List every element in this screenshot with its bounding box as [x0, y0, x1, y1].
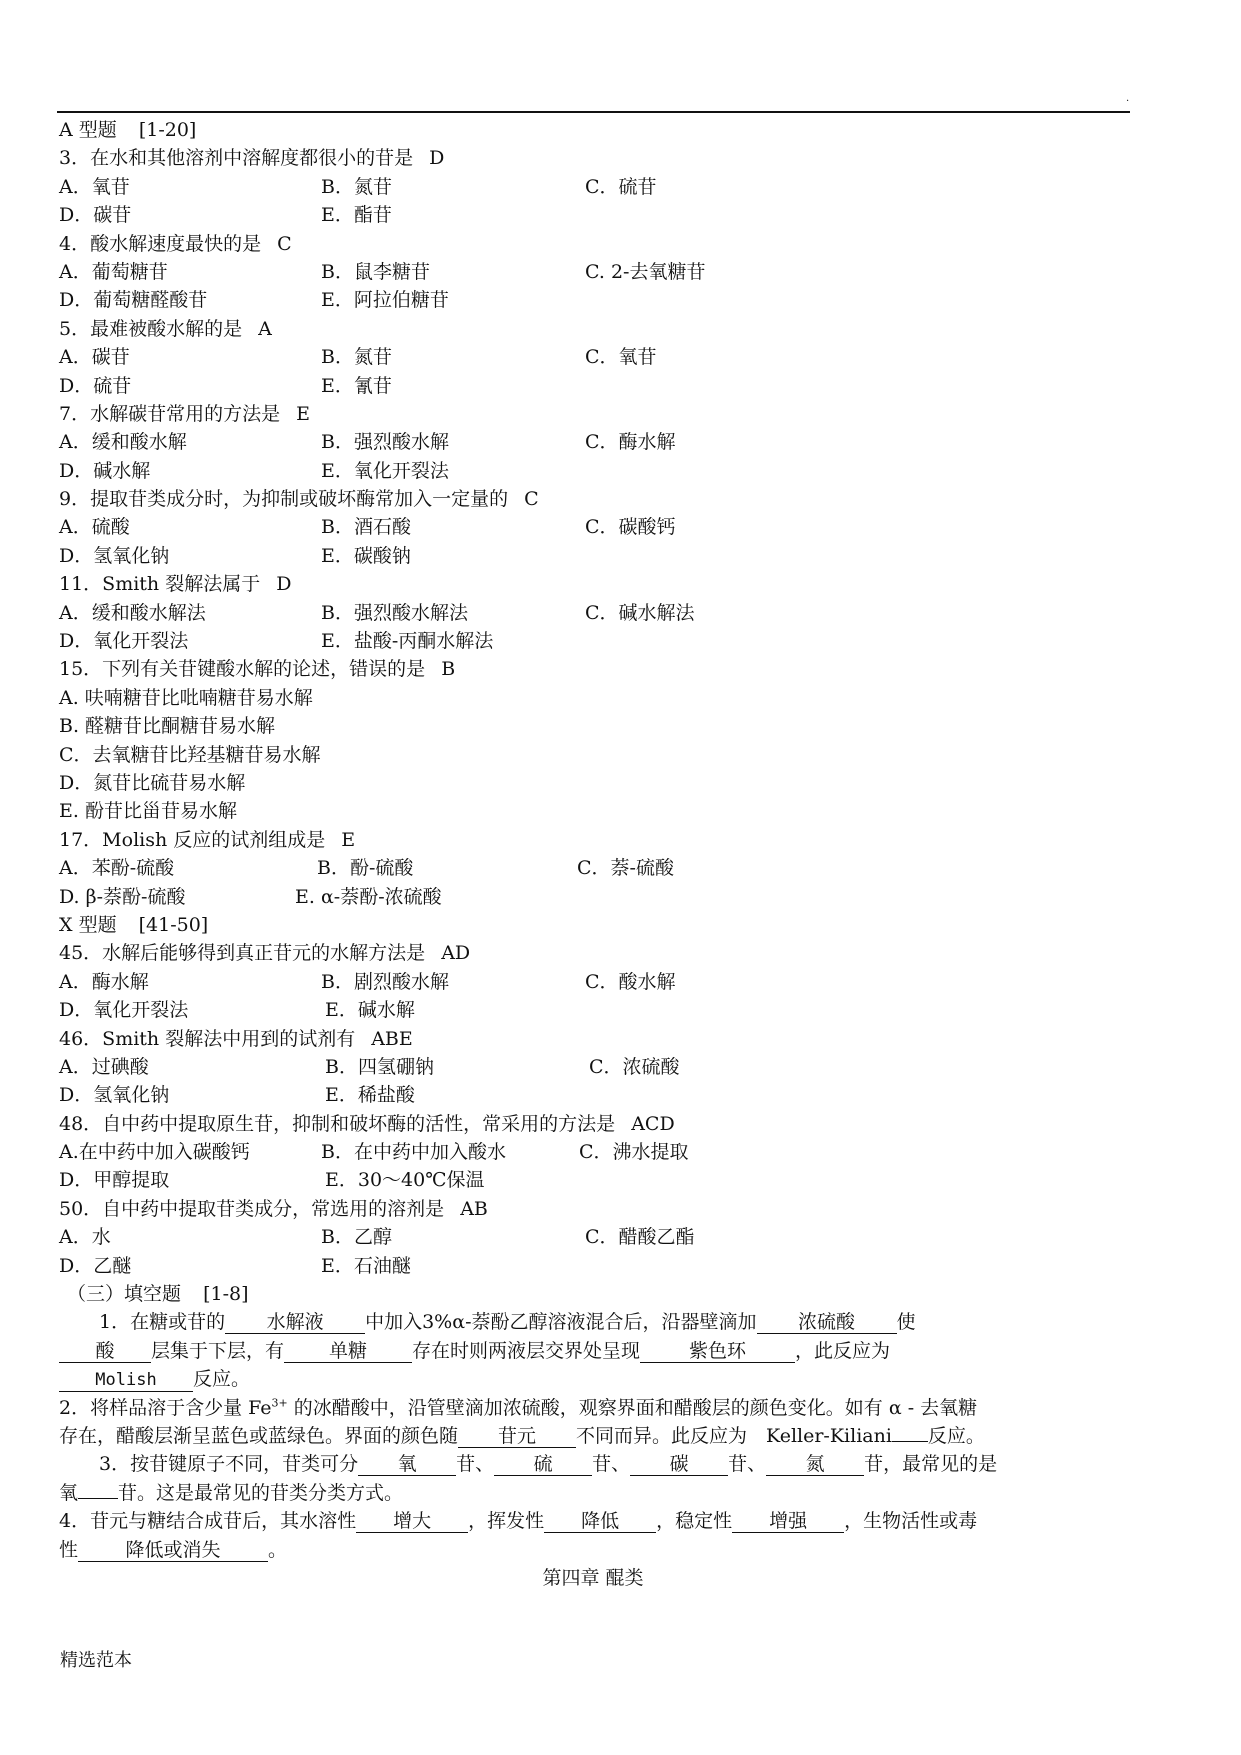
- header-rule: [57, 111, 1130, 113]
- fill-question-1: 1．在糖或苷的 水解液 中加入3%α-萘酚乙醇溶液混合后，沿器壁滴加 浓硫酸 使: [99, 1311, 916, 1334]
- section-label: （三）填空题: [67, 1283, 182, 1306]
- chapter-title: 第四章 醌类: [542, 1566, 644, 1589]
- answer: ACD: [631, 1112, 675, 1135]
- section-label: A 型题: [59, 119, 117, 141]
- blank: 浓硫酸: [757, 1311, 897, 1334]
- option-row: A．水 B．乙醇 C．醋酸乙酯: [59, 1226, 695, 1249]
- section-range: [1-8]: [203, 1283, 249, 1306]
- fill-question-4-line-2: 性 降低或消失 。: [59, 1538, 288, 1561]
- option-row: D．氢氧化钠 E．碳酸钠: [59, 544, 411, 567]
- answer: ABE: [371, 1027, 413, 1050]
- question-stem: 50．自中药中提取苷类成分，常选用的溶剂是 AB: [59, 1197, 488, 1220]
- answer: AD: [441, 942, 471, 965]
- question-stem: 5．最难被酸水解的是 A: [59, 317, 272, 340]
- blank: [892, 1441, 928, 1442]
- answer: D: [429, 147, 445, 170]
- question-stem: 7．水解碳苷常用的方法是 E: [59, 402, 310, 425]
- blank: 苷元: [458, 1425, 576, 1448]
- blank: 水解液: [225, 1311, 365, 1334]
- option-row: A．缓和酸水解法 B．强烈酸水解法 C．碱水解法: [59, 601, 695, 624]
- option-row: D．甲醇提取 E．30～40℃保温: [59, 1169, 485, 1192]
- question-stem: 11．Smith 裂解法属于 D: [59, 573, 292, 596]
- option-row: D．碱水解 E．氧化开裂法: [59, 459, 449, 482]
- fill-question-1-line-3: Molish 反应。: [59, 1365, 1127, 1393]
- section-label: X 型题: [59, 913, 117, 936]
- blank: 碳: [630, 1453, 728, 1476]
- answer: A: [258, 317, 272, 340]
- option-row: A．酶水解 B．剧烈酸水解 C．酸水解: [59, 970, 676, 993]
- option-row: A．苯酚-硫酸 B．酚-硫酸 C．萘-硫酸: [59, 857, 674, 880]
- section-a-heading: [59, 116, 1127, 144]
- blank: 增大: [356, 1510, 468, 1533]
- option-row: A．缓和酸水解 B．强烈酸水解 C．酶水解: [59, 431, 676, 454]
- option-line: A. 呋喃糖苷比吡喃糖苷易水解: [59, 686, 313, 709]
- footer-text: 精选范本: [60, 1650, 132, 1671]
- answer: E: [341, 828, 356, 851]
- section-range: [1-20]: [138, 119, 197, 141]
- answer: C: [277, 232, 292, 255]
- option-row: D．硫苷 E．氰苷: [59, 374, 392, 397]
- option-row: D．乙醚 E．石油醚: [59, 1254, 411, 1277]
- blank: 氮: [766, 1453, 864, 1476]
- section-x-heading: [59, 911, 1127, 939]
- blank: 降低: [544, 1510, 656, 1533]
- fill-question-4: 4．苷元与糖结合成苷后，其水溶性 增大 ，挥发性 降低 ，稳定性 增强 ，生物活性或毒: [59, 1510, 978, 1533]
- option-row: A.在中药中加入碳酸钙 B．在中药中加入酸水 C．沸水提取: [59, 1141, 689, 1164]
- document-body: [59, 116, 1127, 1592]
- option-line: C．去氧糖苷比羟基糖苷易水解: [59, 743, 321, 766]
- question-stem: 48．自中药中提取原生苷，抑制和破坏酶的活性，常采用的方法是 ACD: [59, 1112, 675, 1135]
- blank: 硫: [494, 1453, 592, 1476]
- fill-question-2-line-2: 存在，醋酸层渐呈蓝色或蓝绿色。界面的颜色随 苷元 不同而异。此反应为 Keller-Kiliani 反应。: [59, 1424, 985, 1447]
- option-row: D．氢氧化钠 E．稀盐酸: [59, 1084, 415, 1107]
- question-stem: 17．Molish 反应的试剂组成是 E: [59, 828, 356, 851]
- option-line: D．氮苷比硫苷易水解: [59, 771, 246, 794]
- blank: 酸: [59, 1340, 151, 1363]
- corner-mark: .: [1126, 93, 1130, 104]
- option-line: B. 醛糖苷比酮糖苷易水解: [59, 715, 276, 738]
- section-range: [41-50]: [138, 913, 209, 936]
- answer: C: [524, 488, 539, 511]
- fill-question-1-line-2: 酸 层集于下层，有 单糖 存在时则两液层交界处呈现 紫色环 ，此反应为: [59, 1337, 1127, 1365]
- option-row: D．氧化开裂法 E．盐酸-丙酮水解法: [59, 630, 494, 653]
- question-stem: 3．在水和其他溶剂中溶解度都很小的苷是 D: [59, 147, 445, 170]
- fill-question-3: 3．按苷键原子不同，苷类可分 氧 苷、 硫 苷、 碳 苷、 氮 苷，最常见的是: [99, 1453, 998, 1476]
- option-row: A．硫酸 B．酒石酸 C．碳酸钙: [59, 516, 676, 539]
- option-row: A．氧苷 B．氮苷 C．硫苷: [59, 175, 657, 198]
- option-row: D．氧化开裂法 E．碱水解: [59, 999, 415, 1022]
- option-row: A．过碘酸 B．四氢硼钠 C．浓硫酸: [59, 1055, 680, 1078]
- blank: 紫色环: [640, 1340, 795, 1363]
- question-stem: 45．水解后能够得到真正苷元的水解方法是 AD: [59, 942, 471, 965]
- blank: [78, 1498, 118, 1499]
- question-stem: 9．提取苷类成分时，为抑制或破坏酶常加入一定量的 C: [59, 488, 539, 511]
- option-row: D．葡萄糖醛酸苷 E．阿拉伯糖苷: [59, 289, 449, 312]
- fill-question-3-line-2: 氧 苷。这是最常见的苷类分类方式。: [59, 1481, 404, 1504]
- blank: 单糖: [284, 1340, 412, 1363]
- option-row: A．碳苷 B．氮苷 C．氧苷: [59, 346, 657, 369]
- blank: Molish: [59, 1369, 193, 1392]
- fill-question-2: 2．将样品溶于含少量 $Fe^{3+}$ 的冰醋酸中，沿管壁滴加浓硫酸，观察界面和醋酸层的颜色变化。如有 α - 去氧糖: [59, 1396, 978, 1419]
- question-stem: 46．Smith 裂解法中用到的试剂有 ABE: [59, 1027, 413, 1050]
- answer: B: [441, 658, 456, 681]
- question-stem: 15．下列有关苷键酸水解的论述，错误的是 B: [59, 658, 456, 681]
- option-row: D．碳苷 E．酯苷: [59, 204, 392, 227]
- option-row: D. β-萘酚-硫酸 E. α-萘酚-浓硫酸: [59, 885, 442, 908]
- blank: 降低或消失: [78, 1539, 268, 1562]
- answer: AB: [460, 1197, 488, 1220]
- answer: D: [276, 573, 292, 596]
- answer: E: [296, 402, 310, 425]
- section-fill-heading: [59, 1280, 1127, 1308]
- option-row: A．葡萄糖苷 B．鼠李糖苷 C. 2-去氧糖苷: [59, 260, 706, 283]
- blank: 氧: [358, 1453, 456, 1476]
- question-stem: 4．酸水解速度最快的是 C: [59, 232, 292, 255]
- blank: 增强: [732, 1510, 844, 1533]
- option-line: E. 酚苷比甾苷易水解: [59, 800, 237, 823]
